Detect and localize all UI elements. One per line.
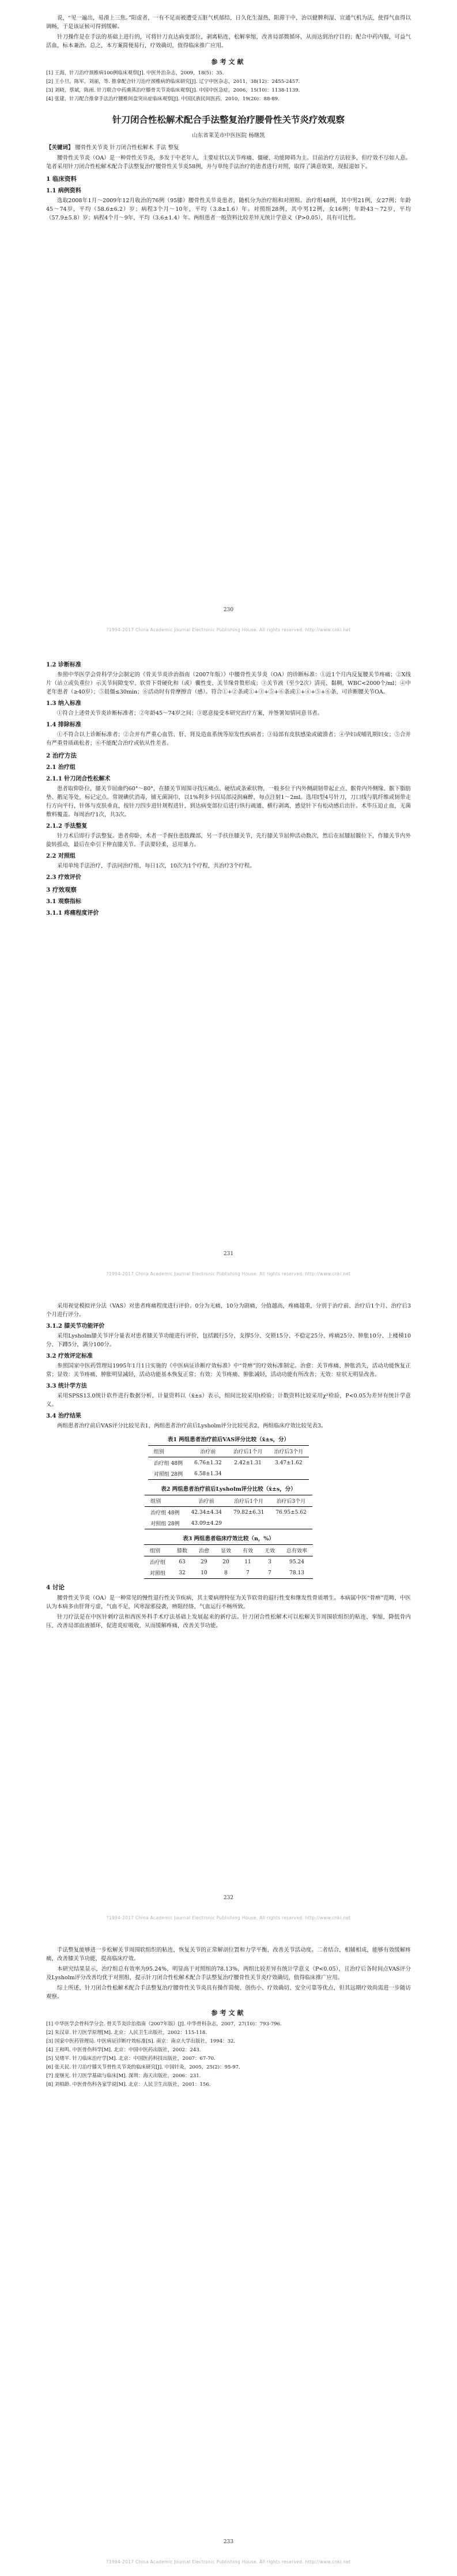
subsection-heading: 1.2 诊断标准 (46, 662, 81, 668)
reference: [7] 庞继光. 针刀医学基础与临床[M]. 深圳：海天出版社，2006：231. (46, 2073, 201, 2079)
paragraph: ①不符合以上诊断标准者；②合并有严重心血管、肝、肾及造血系统等原发性疾病者；③局部有皮肤感染或破溃者；④孕妇或哺乳期妇女；⑤合并有严重骨质疏松者；⑥不能配合治疗或依从性差者。 (46, 732, 411, 747)
table-header-cell: 显效 (215, 1545, 237, 1556)
table-cell: 43.09±4.29 (191, 1520, 222, 1526)
table-row (144, 1556, 313, 1568)
table-row (148, 1457, 309, 1469)
table-cell (270, 1518, 312, 1529)
table-header-cell: 组别 (145, 1495, 185, 1507)
reference: [3] 国家中医药管理局. 中医病证诊断疗效标准[S]. 南京：南京大学出版社，1994：32. (46, 2039, 236, 2044)
paragraph: 患者取仰卧位，膝关节屈曲约60°～80°，在膝关节周围寻找压痛点、硬结或条索状物，一般多位于内外侧副韧带起止点、髌骨内外侧缘、髌下脂肪垫、鹅足等处，标记定点。常规碘伏消毒，铺无菌洞巾，以1%利多卡因局部浸润麻醉，每点注射1～2ml。选用Ⅰ型4号针刀，刀口线与肌纤维或韧带走行方向平行，针体与皮肤垂直，按针刀四步进针规程进针，到达病变部位后进行纵行疏通、横行剥离，感觉针下有松动感后出针。术毕压迫止血，无菌敷料覆盖。每周治疗1次，共3次。 (46, 786, 411, 818)
table-cell (228, 1518, 270, 1529)
reference: [4] 张建，针刀配合推拿手法治疗腰椎间盘突出症临床观察[J]. 中国民族民间医药，2010，19(20)：88-89. (46, 96, 280, 102)
copyright-footer: ?1994-2017 China Academic Journal Electronic Publishing House. All rights reserved. http://www.cnki.net (106, 2559, 351, 2564)
table-3 (144, 1544, 313, 1579)
reference: [2] 朱汉章. 针刀医学原理[M]. 北京：人民卫生出版社，2002：115-118. (46, 2030, 207, 2036)
table-cell: 对照组 28例 (150, 1521, 180, 1527)
paragraph: 两组患者治疗前后VAS评分比较见表1，两组患者治疗前后Lysholm评分比较见表2，两组临床疗效比较见表3。 (57, 1423, 327, 1429)
table-2 (145, 1495, 312, 1529)
table-header-cell: 治疗前 (186, 1495, 228, 1507)
article-title: 针刀闭合性松解术配合手法整复治疗腰骨性关节炎疗效观察 (112, 115, 345, 125)
references-heading: 参考文献 (211, 2009, 246, 2017)
subsection-heading: 3.4 治疗结果 (46, 1413, 81, 1419)
table-cell: 对照组 (149, 1571, 165, 1577)
page-number: 230 (223, 607, 234, 613)
subsection-heading: 3.1 观察指标 (46, 899, 81, 905)
table-cell: 29 (201, 1559, 207, 1565)
copyright-footer: ?1994-2017 China Academic Journal Electronic Publishing House. All rights reserved. http://www.cnki.net (106, 1271, 351, 1276)
table-header-cell: 治疗后1个月 (228, 1446, 269, 1457)
paragraph: 采用Lysholm膝关节评分量表对患者膝关节功能进行评价，包括跛行5分、支撑5分、交锁15分、不稳定25分、疼痛25分、肿胀10分、上楼梯10分、下蹲5分，满分100分。 (46, 1333, 411, 1348)
table-row (145, 1507, 312, 1518)
table-cell: 95.24 (289, 1559, 304, 1565)
page-2-content (46, 658, 411, 919)
page-number: 232 (223, 1895, 234, 1901)
paragraph: 腰骨性关节炎（OA）是一种常见的慢性退行性关节疾病，其主要病理特征为关节软骨的退行性变和继发性骨质增生。本病属中医“骨痹”范畴，中医认为本病多由肝肾亏虚，气血不足，风寒湿邪侵袭，痹阻经络，气血运行不畅所致。 (46, 1595, 411, 1610)
table-cell: 2.42±1.31 (234, 1460, 262, 1466)
paragraph: 综上所述，针刀闭合性松解术配合手法整复治疗腰骨性关节炎具有操作简便、创伤小、疗效确切、安全可靠等优点，但其远期疗效尚需进一步随访观察。 (46, 1985, 411, 2000)
subsection-heading: 3.2 疗效评定标准 (46, 1353, 93, 1359)
prev-article-tail (46, 14, 411, 50)
table-header-row (148, 1446, 309, 1457)
subsection-heading: 2.2 对照组 (46, 853, 75, 859)
reference: [1] 王海，针刀治疗颈椎病100例临床观察[J]. 中医外治杂志，2009，18(5)：35. (46, 70, 224, 76)
table-cell: 10 (201, 1570, 207, 1576)
subsection-heading: 2.1 治疗组 (46, 764, 75, 771)
table-cell: 治疗组 (149, 1560, 165, 1566)
paragraph: ①符合上述骨关节炎诊断标准者；②年龄45～74岁之间；③愿意接受本研究治疗方案，并签署知情同意书者。 (57, 710, 323, 717)
paragraph: 采用视觉模拟评分法（VAS）对患者疼痛程度进行评价。0分为无痛，10分为剧痛，分值越高，疼痛越重，分别于治疗前、治疗后1个月、治疗后3个月进行评分。 (46, 1303, 411, 1318)
table-header-row (145, 1495, 312, 1507)
section-heading: 1 临床资料 (46, 176, 77, 183)
references-heading: 参考文献 (211, 58, 246, 66)
reference: [5] 吴绪平. 针刀临床治疗学[M]. 北京：中国医药科技出版社，2007：67-70. (46, 2056, 216, 2062)
keywords (46, 143, 411, 152)
table-cell: 治疗组 48例 (153, 1461, 183, 1467)
page-1-content (46, 14, 411, 224)
table-2-title: 表2 两组患者治疗前后Lysholm评分比较（x̄±s，分） (161, 1486, 296, 1492)
subsection-heading: 3.1.1 疼痛程度评价 (46, 910, 99, 916)
table-cell: 7 (246, 1570, 250, 1576)
table-header-cell: 治愈 (193, 1545, 215, 1556)
table-header-cell: 治疗后1个月 (228, 1495, 270, 1507)
table-cell: 78.13 (289, 1570, 304, 1576)
table-cell: 11 (244, 1559, 251, 1565)
subsection-heading: 2.3 疗效评价 (46, 874, 81, 881)
table-header-cell: 组别 (148, 1446, 188, 1457)
table-header-row (144, 1545, 313, 1556)
table-cell: 3 (268, 1559, 271, 1565)
table-cell: 对照组 28例 (153, 1472, 183, 1478)
table-3-title: 表3 两组患者临床疗效比较（n，%） (183, 1536, 274, 1542)
table-cell: 7 (268, 1570, 271, 1576)
paragraph: 针刀术后即行手法整复。患者仰卧，术者一手握住患肢踝部，另一手扶住膝关节，先行膝关节屈伸活动数次，然后在屈膝屈髋位下，作膝关节内外旋转摇动，最后在牵引下伸直膝关节。手法要轻柔，忌用暴力。 (46, 833, 411, 848)
page-number: 231 (223, 1251, 234, 1257)
table-cell: 3.47±1.62 (275, 1460, 303, 1466)
table-header-cell: 组别 (144, 1545, 171, 1556)
reference: [8] 刘柏龄. 中医骨伤科各家学说[M]. 北京：人民卫生出版社，2001：156. (46, 2082, 211, 2088)
table-cell: 6.58±1.34 (194, 1471, 222, 1477)
page-2 (0, 644, 457, 1288)
reference: [6] 张天民. 针刀治疗膝关节骨性关节炎的临床研究[J]. 中国针灸，2005，25(2)：95-97. (46, 2064, 240, 2070)
reference: [4] 王和鸣. 中医骨伤科学[M]. 北京：中国中医药出版社，2002：243. (46, 2047, 201, 2053)
section-heading: 3 疗效观察 (46, 887, 77, 893)
table-cell: 6.76±1.32 (194, 1460, 222, 1466)
page-3 (0, 1288, 457, 1932)
paragraph: 针刀疗法是在中医针刺疗法和西医外科手术疗法基础上发展起来的新疗法。针刀闭合性松解术可以松解关节周围软组织的粘连、挛缩，降低骨内压，改善局部血液循环，促进炎症吸收，从而缓解疼痛，改善关节功能。 (46, 1614, 411, 1629)
keywords-label: 【关键词】 (46, 145, 74, 151)
table-cell: 42.34±4.34 (191, 1509, 222, 1516)
section-heading: 2 治疗方法 (46, 752, 77, 759)
reference: [1] 中华医学会骨科学分会. 骨关节炎诊治指南（2007年版）[J]. 中华骨科杂志，2007，27(10)：793-796. (46, 2021, 282, 2027)
paragraph: 手法整复能够进一步松解关节周围软组织的粘连，恢复关节的正常解剖位置和力学平衡，改善关节活动度。二者结合，相辅相成，能够有效缓解疼痛，改善膝关节功能，提高临床疗效。 (46, 1947, 411, 1962)
reference: [2] 王小旦，陈军，刘丽，等. 推拿配合针刀治疗颈椎病的临床研究[J]. 辽宁中医杂志，2011，38(12)：2455-2457. (46, 79, 300, 85)
page-1 (0, 0, 457, 644)
table-cell (228, 1468, 269, 1480)
paragraph: 参照国家中医药管理局1995年1月1日实施的《中医病证诊断疗效标准》中“骨痹”的疗效标准制定。治愈：关节疼痛、肿胀消失，活动功能恢复正常；显效：关节疼痛、肿胀明显减轻，活动功能基本恢复正常；有效：关节疼痛、肿胀减轻，活动功能有所改善；无效：症状无明显改善。 (46, 1363, 411, 1378)
table-row (144, 1567, 313, 1579)
subsection-heading: 2.1.2 手法整复 (46, 823, 88, 829)
page-4-content (46, 1946, 411, 2090)
page-4 (0, 1932, 457, 2576)
table-row (148, 1468, 309, 1480)
page-3-content (46, 1302, 411, 1632)
table-header-cell: 膝数 (171, 1545, 193, 1556)
paragraph: 采用单纯手法治疗，手法同治疗组，每日1次，10次为1个疗程，共治疗3个疗程。 (57, 863, 255, 869)
subsection-heading: 3.3 统计学方法 (46, 1383, 87, 1389)
paragraph: 本研究结果显示，治疗组总有效率为95.24%，明显高于对照组的78.13%，两组比较差异有统计学意义（P<0.05），且治疗后各时间点VAS评分及Lysholm评分改善均优于对照组，提示针刀闭合性松解术配合手法整复治疗腰骨性关节炎疗效确切，值得临床推广应用。 (46, 1966, 411, 1981)
table-header-cell: 治疗前 (188, 1446, 228, 1457)
copyright-footer: ?1994-2017 China Academic Journal Electronic Publishing House. All rights reserved. http://www.cnki.net (106, 627, 351, 632)
subsection-heading: 3.1.2 膝关节功能评价 (46, 1323, 105, 1329)
paragraph: 采用SPSS13.0统计软件进行数据分析，计量资料以（x̄±s）表示，组间比较采用t检验；计数资料比较采用χ²检验，P<0.05为差异有统计学意义。 (46, 1393, 411, 1408)
subsection-heading: 2.1.1 针刀闭合性松解术 (46, 776, 111, 782)
table-cell: 8 (224, 1570, 228, 1576)
paragraph: 参照中华医学会骨科学分会制定的《骨关节炎诊治指南（2007年版）》中腰骨性关节炎（OA）的诊断标准：①近1个月内反复腰关节疼痛；②X线片（站立或负重位）示关节间隙变窄、软骨下骨硬化和（或）囊性变、关节缘骨赘形成；③关节液（至少2次）清亮、黏稠，WBC<2000个/ml；④中老年患者（≥40岁）；⑤晨僵≤30min；⑥活动时有骨摩擦音（感）。符合①+②条或①+③+⑤+⑥条或①+④+⑤+⑥条，可诊断腰关节OA。 (46, 672, 411, 695)
table-cell: 63 (179, 1559, 186, 1565)
table-header-cell: 治疗后3个月 (270, 1495, 312, 1507)
table-cell: 32 (179, 1570, 186, 1576)
table-header-cell: 无效 (259, 1545, 281, 1556)
table-row (145, 1518, 312, 1529)
subsection-heading: 1.4 排除标准 (46, 722, 81, 728)
paragraph: 说，“见一遍出，易滑上三焦。”阳虚者，一有不足而被遭受五脏气机郁结，日久化生湿热，阻滞于中，治以健脾利湿、宣通气机为法，使得气血得以调畅，于是该证候可得到缓解。 (46, 15, 411, 30)
table-1 (148, 1445, 309, 1480)
subsection-heading: 1.1 病例资料 (46, 188, 81, 194)
table-cell: 76.95±5.62 (275, 1509, 307, 1516)
page-number: 233 (223, 2539, 234, 2545)
keywords-text: 腰骨性关节炎 针刀闭合性松解术 手法 整复 (75, 145, 179, 151)
paragraph: 选取2008年1月～2009年12月收治的76例（95膝）腰骨性关节炎患者，随机分为治疗组和对照组。治疗组48例，其中男21例，女27例；年龄45～74岁，平均（58.6±6.2）岁；病程3个月～10年，平均（3.8±1.6）年。对照组28例，其中男12例，女16例；年龄43～72岁，平均（57.9±5.8）岁；病程4个月～9年，平均（3.6±1.4）年。两组患者一般资料比较差异无统计学意义（P>0.05），具有可比性。 (46, 198, 411, 221)
table-header-cell: 总有效率 (281, 1545, 313, 1556)
table-cell: 79.82±6.31 (233, 1509, 265, 1516)
paragraph: 腰骨性关节炎（OA）是一种骨性关节炎，多发于中老年人，主要症状以关节疼痛、僵硬、功能障碍为主。目前治疗方法较多，但疗效不尽如人意。笔者采用针刀闭合性松解术配合手法整复治疗腰骨性关节炎58例，并与单纯手法治疗的患者进行对照，取得了满意效果，现报道如下。 (46, 155, 411, 170)
table-cell (268, 1468, 309, 1480)
section-heading: 4 讨论 (46, 1584, 65, 1591)
table-1-title: 表1 两组患者治疗前后VAS评分比较（x̄±s，分） (167, 1437, 290, 1443)
paragraph: 针刀操作是在手法的基础上进行的，可将针刀直达病变部位，剥离粘连，松解挛缩，改善局部微循环，从而达到治疗目的；配合中药内服，可益气活血，标本兼治。总之，本方案简便易行，疗效确切，值得临床推广应用。 (46, 34, 411, 49)
subsection-heading: 1.3 纳入标准 (46, 700, 81, 707)
author-affiliation: 山东省莱芜市中医医院 杨继凯 (192, 132, 265, 139)
copyright-footer: ?1994-2017 China Academic Journal Electronic Publishing House. All rights reserved. http://www.cnki.net (106, 1915, 351, 1920)
table-cell: 20 (222, 1559, 229, 1565)
table-cell: 治疗组 48例 (150, 1510, 180, 1516)
table-header-cell: 有效 (237, 1545, 259, 1556)
table-header-cell: 治疗后3个月 (268, 1446, 309, 1457)
reference: [3] 刘晓，蔡斌，陈雨. 针刀联合中药熏蒸治疗膝骨关节炎临床观察[J]. 中国中医急症，2006，15(10)：1138-1139. (46, 88, 300, 93)
